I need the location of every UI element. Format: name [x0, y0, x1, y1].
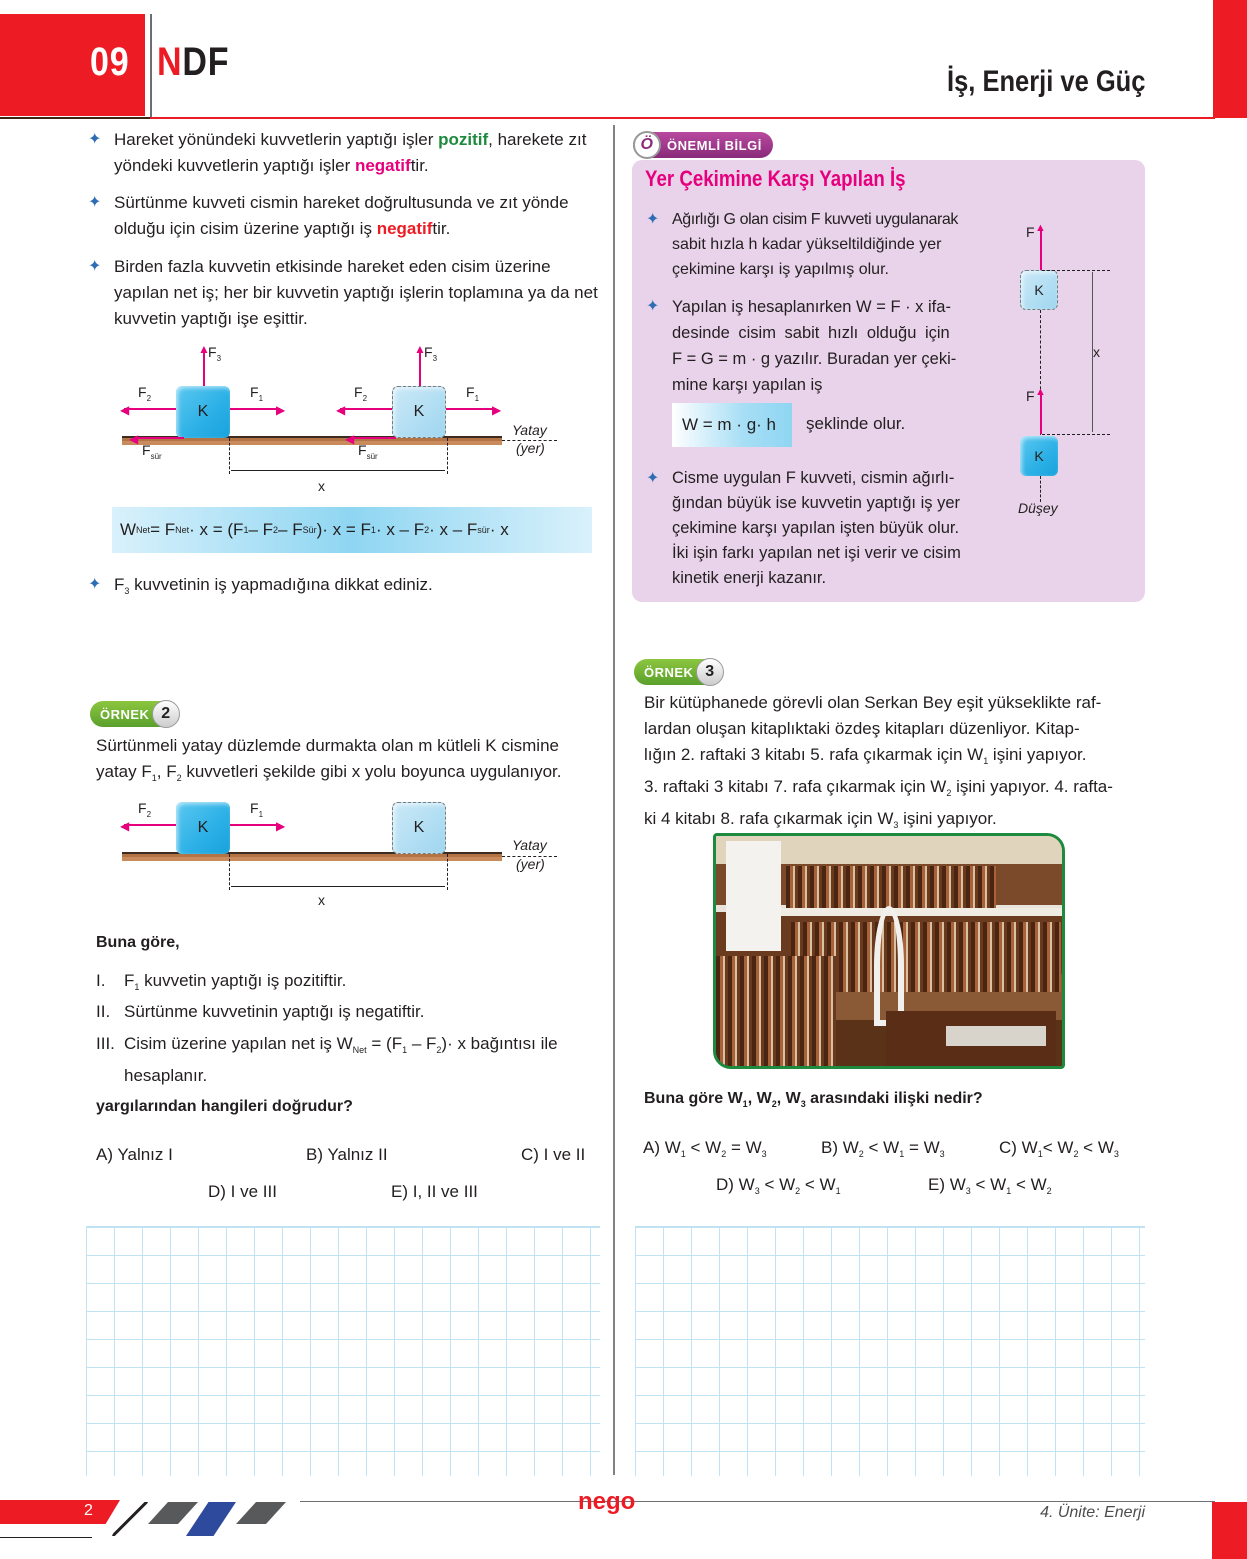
block-k-top: K — [1020, 270, 1058, 310]
arrow-up-icon: ▲ — [414, 342, 426, 356]
force-f2-arrow — [124, 408, 176, 410]
surface-label: Yatay — [512, 422, 547, 438]
publisher-logo: nego — [578, 1488, 636, 1515]
section-number: 09 — [90, 40, 130, 84]
sparkle-bullet-icon: ✦ — [646, 298, 660, 315]
net-work-formula: W Net = F Net · x = (F 1 – F 2 – F Sür )· x = F 1 · x – F 2 · x – F sür · x — [112, 507, 592, 553]
example-2-tag: ÖRNEK 2 — [90, 701, 176, 727]
info-bullet-2: ✦ Yapılan iş hesaplanırken W = F · x ifa- desinde cisim sabit hızlı olduğu için F = G = m · g yazılır. Buradan yer çeki- mine karşı yapılan iş — [640, 294, 990, 398]
arrow-up-icon: ▲ — [198, 342, 210, 356]
option-d[interactable]: D) $W_3 < W_2 < W_1$ — [716, 1175, 841, 1196]
arrow-left-icon: ◀ — [336, 403, 346, 417]
library-photo — [713, 833, 1065, 1069]
option-a[interactable]: A) Yalnız I — [96, 1145, 173, 1164]
statement-ii: II. Sürtünme kuvvetinin yaptığı iş negatiftir. — [96, 1002, 425, 1021]
gravity-work-formula: W = m · g· h — [672, 403, 792, 447]
block-k-end: K — [392, 386, 446, 438]
option-e[interactable]: E) $W_3 < W_1 < W_2$ — [928, 1175, 1052, 1196]
info-bullet-3: ✦ Cisme uygulan F kuvveti, cismin ağırlı- ğından büyük ise kuvvetin yaptığı iş yer çekimine karşı yapılan işten büyük olur. İki işin farkı yapılan net işi verir ve cisim kinetik enerji kazanır. — [640, 466, 990, 591]
option-b[interactable]: B) Yalnız II — [306, 1145, 388, 1164]
bullet-net-work: ✦ Birden fazla kuvvetin etkisinde hareket eden cisim üzerine yapılan net iş; her bir kuvvetin yaptığı işlerin toplamına ya da net kuvvetin yaptığı işe eşittir. — [82, 254, 602, 332]
info-o-icon: Ö — [633, 131, 661, 159]
arrow-up-icon: ▲ — [1035, 222, 1046, 234]
footer-stripe-blue — [186, 1502, 236, 1536]
spiral-staircase — [874, 906, 904, 1026]
arrow-left-icon: ◀ — [345, 432, 355, 446]
arrow-left-icon: ◀ — [120, 819, 130, 833]
option-c[interactable]: C) $W_1< W_2 < W_3$ — [999, 1138, 1119, 1159]
info-box-title: Yer Çekimine Karşı Yapılan İş — [645, 166, 906, 191]
bullet-positive-negative-work: ✦ Hareket yönündeki kuvvetlerin yaptığı işler pozitif, harekete zıt yöndeki kuvvetlerin yaptığı işler negatiftir. — [82, 127, 602, 179]
force-diagram-horizontal: Yatay (yer) K ◀ ▶ ▲ $F_3$ $F_2$ $F_1$ ◀ $F_{sür}$ K ◀ ▶ ▲ $F_3$ $F_2$ $F_1$ ◀ $F_{sür}$ x — [100, 340, 580, 500]
force-arrow-up — [1040, 230, 1042, 270]
info-bullet-1: ✦ Ağırlığı G olan cisim F kuvveti uygulanarak sabit hızla h kadar yükseltildiğinde yer çekimine karşı iş yapılmış olur. — [640, 207, 990, 282]
block-k-end: K — [392, 802, 446, 854]
question-prompt: yargılarından hangileri doğrudur? — [96, 1098, 353, 1115]
surface-sub-label: (yer) — [516, 440, 545, 456]
vertical-axis-label: Düşey — [1018, 500, 1058, 516]
footer-rule — [300, 1501, 1215, 1502]
sparkle-bullet-icon: ✦ — [88, 576, 102, 593]
distance-label: x — [318, 478, 325, 494]
footer-stripe-gray-2 — [236, 1502, 286, 1524]
column-divider — [613, 125, 615, 1475]
example-number-badge: 2 — [152, 700, 180, 728]
important-info-tag: Ö ÖNEMLİ BİLGİ — [633, 132, 773, 158]
arrow-left-icon: ◀ — [129, 432, 139, 446]
sparkle-bullet-icon: ✦ — [646, 470, 660, 487]
block-k-bottom: K — [1020, 436, 1058, 476]
question-lead: Buna göre, — [96, 934, 180, 951]
option-d[interactable]: D) I ve III — [208, 1182, 277, 1201]
option-e[interactable]: E) I, II ve III — [391, 1182, 478, 1201]
statement-iii: III. Cisim üzerine yapılan net iş $W_{Net} = (F_1 - F_2)\cdot x$ bağıntısı ile hesaplanır. — [96, 1034, 558, 1085]
arrow-right-icon: ▶ — [276, 819, 286, 833]
sparkle-bullet-icon: ✦ — [88, 131, 102, 148]
header-rule — [0, 117, 1215, 119]
option-c[interactable]: C) I ve II — [521, 1145, 586, 1164]
block-k-start: K — [176, 802, 230, 854]
bullet-f3-note: ✦ $F_3$ kuvvetinin iş yapmadığına dikkat ediniz. — [82, 572, 602, 604]
sparkle-bullet-icon: ✦ — [88, 258, 102, 275]
sparkle-bullet-icon: ✦ — [646, 211, 660, 228]
arrow-left-icon: ◀ — [120, 403, 130, 417]
option-a[interactable]: A) $W_1 < W_2 = W_3$ — [643, 1138, 767, 1159]
header-divider — [150, 14, 152, 118]
chapter-title: İş, Enerji ve Güç — [946, 65, 1145, 98]
block-k-start: K — [176, 386, 230, 438]
arrow-right-icon: ▶ — [276, 403, 286, 417]
example-2-question: Sürtünmeli yatay düzlemde durmakta olan m kütleli K cismine yatay $F_1$, $F_2$ kuvvetleri şekilde gibi x yolu boyunca uygulanıyor. — [96, 736, 562, 783]
example-number-badge: 3 — [696, 658, 724, 686]
footer-red-tab — [0, 1500, 120, 1524]
footer-corner-tab — [1212, 1502, 1247, 1559]
footer-stripe-gray-1 — [148, 1502, 198, 1524]
force-f1-arrow — [230, 408, 280, 410]
header-rule-dark — [0, 117, 150, 119]
arrow-up-icon: ▲ — [1035, 386, 1046, 398]
example-3-prompt: Buna göre $W_1$, $W_2$, $W_3$ arasındaki ilişki nedir? — [644, 1090, 983, 1109]
example-3-question: Bir kütüphanede görevli olan Serkan Bey eşit yükseklikte raf- lardan oluşan kitaplıktaki özdeş kitapları düzenliyor. Kitap- lığın 2. raftaki 3 kitabı 5. rafa çıkarmak için $W_1$ işini yapıyor. 3. raftaki 3 kitabı 7. rafa çıkarmak için $W_2$ işini yapıyor. 4. rafta- ki 4 kitabı 8. rafa çıkarmak için $W_3$ işini yapıyor. — [644, 693, 1113, 830]
example-3-tag: ÖRNEK 3 — [634, 659, 720, 685]
sparkle-bullet-icon: ✦ — [88, 194, 102, 211]
distance-arrow — [231, 470, 445, 471]
option-b[interactable]: B) $W_2 < W_1 = W_3$ — [821, 1138, 945, 1159]
brand-logo: NDF — [157, 40, 230, 84]
bullet-friction-work: ✦ Sürtünme kuvveti cismin hareket doğrultusunda ve zıt yönde olduğu için cisim üzerine yaptığı iş negatiftir. — [82, 190, 602, 242]
example-2-diagram: Yatay (yer) K ◀ ▶ $F_2$ $F_1$ K x — [100, 790, 580, 920]
formula-suffix: şeklinde olur. — [806, 414, 906, 433]
friction-arrow — [134, 437, 184, 439]
scratch-grid-left[interactable] — [86, 1226, 600, 1476]
arrow-right-icon: ▶ — [492, 403, 502, 417]
scratch-grid-right[interactable] — [635, 1226, 1145, 1476]
unit-title: 4. Ünite: Enerji — [1040, 1504, 1145, 1521]
vertical-lift-diagram: F ▲ K x F ▲ K Düşey — [1010, 220, 1130, 520]
statement-i: I. $F_1$ kuvvetin yaptığı iş pozitiftir. — [96, 971, 347, 992]
page-number: 2 — [84, 1502, 93, 1519]
distance-arrow — [231, 886, 445, 887]
header-corner-tab — [1213, 0, 1247, 118]
